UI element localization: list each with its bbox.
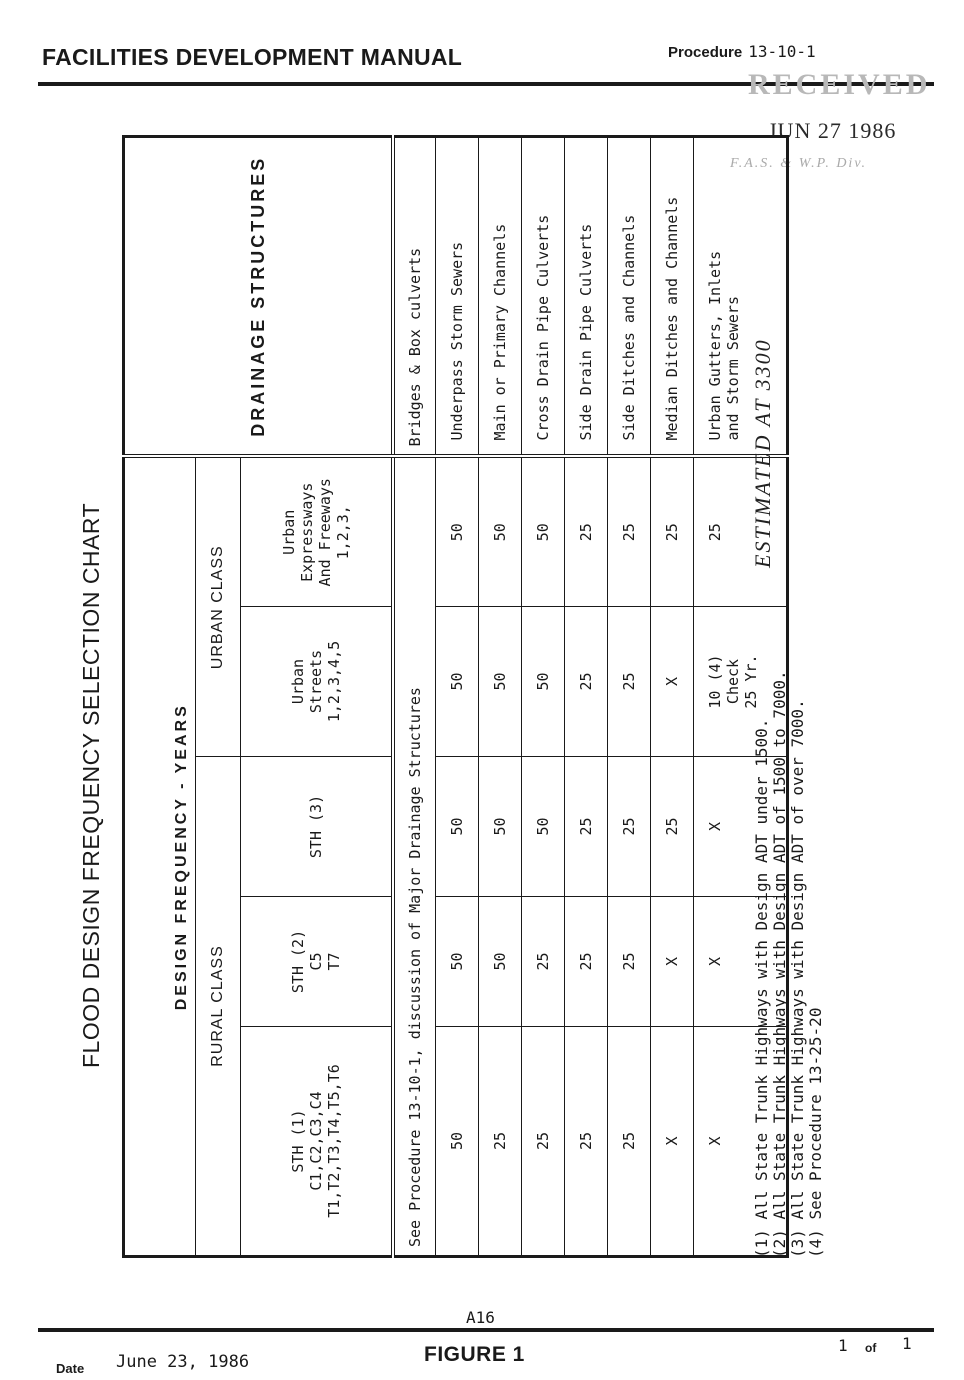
- table-cell: X: [694, 1027, 788, 1257]
- table-cell: 50: [522, 607, 565, 757]
- major-structures-note: See Procedure 13-10-1, discussion of Major Drainage Structures: [393, 457, 436, 1257]
- column-header-sth2: STH (2) C5 T7: [241, 897, 394, 1027]
- received-stamp: RECEIVED: [748, 68, 931, 101]
- rotated-chart-area: [60, 128, 940, 1268]
- table-row: [393, 137, 436, 1257]
- table-cell: 25: [565, 897, 608, 1027]
- table-cell: 25: [522, 897, 565, 1027]
- table-cell: X: [694, 897, 788, 1027]
- date-value: June 23, 1986: [116, 1352, 250, 1372]
- drainage-structures-heading: DRAINAGE STRUCTURES: [124, 137, 394, 457]
- received-stamp-bureau: F.A.S. & W.P. Div.: [730, 156, 867, 171]
- procedure-number: 13-10-1: [748, 42, 816, 61]
- urban-class-heading: URBAN CLASS: [196, 457, 241, 757]
- chart-page: [60, 128, 940, 1268]
- page-of-label: of: [865, 1341, 877, 1355]
- table-cell: 25: [608, 607, 651, 757]
- structure-name: Underpass Storm Sewers: [436, 137, 479, 457]
- figure-label: FIGURE 1: [424, 1343, 525, 1366]
- structure-name: Median Ditches and Channels: [651, 137, 694, 457]
- frequency-table: [122, 135, 789, 1258]
- table-row: [651, 137, 694, 1257]
- received-stamp-date: JUN 27 1986: [768, 118, 897, 143]
- footnote: (1) All State Trunk Highways with Design ADT under 1500.: [752, 718, 771, 1258]
- table-cell: 50: [479, 457, 522, 607]
- table-cell: 25: [651, 757, 694, 897]
- table-cell: 50: [479, 757, 522, 897]
- table-cell: X: [694, 757, 788, 897]
- table-cell: 25: [608, 757, 651, 897]
- page-total: 1: [902, 1334, 912, 1353]
- table-cell: 50: [436, 1027, 479, 1257]
- table-cell: 50: [522, 457, 565, 607]
- footnotes: [753, 670, 825, 1258]
- table-cell: 25: [479, 1027, 522, 1257]
- table-cell: X: [651, 897, 694, 1027]
- table-row: [608, 137, 651, 1257]
- column-header-urban-streets: Urban Streets 1,2,3,4,5: [241, 607, 394, 757]
- table-cell: 50: [522, 757, 565, 897]
- table-cell: 50: [479, 607, 522, 757]
- manual-title: FACILITIES DEVELOPMENT MANUAL: [42, 44, 463, 70]
- structure-name: Urban Gutters, Inlets and Storm Sewers: [694, 137, 788, 457]
- table-cell: 25: [651, 457, 694, 607]
- footnote: (3) All State Trunk Highways with Design ADT of over 7000.: [788, 699, 807, 1258]
- table-row: [565, 137, 608, 1257]
- table-cell: 25: [565, 757, 608, 897]
- table-cell: 50: [436, 757, 479, 897]
- table-cell: X: [651, 1027, 694, 1257]
- chart-title: FLOOD DESIGN FREQUENCY SELECTION CHART: [78, 502, 104, 1068]
- table-cell: 25: [565, 457, 608, 607]
- table-cell: 25: [608, 457, 651, 607]
- date-label: Date: [56, 1361, 85, 1376]
- design-frequency-heading: DESIGN FREQUENCY - YEARS: [124, 457, 196, 1257]
- rural-class-heading: RURAL CLASS: [196, 757, 241, 1257]
- table-cell: 50: [479, 897, 522, 1027]
- table-cell: 50: [436, 457, 479, 607]
- table-cell: 25: [522, 1027, 565, 1257]
- footer-rule: [38, 1328, 934, 1332]
- structure-name: Main or Primary Channels: [479, 137, 522, 457]
- column-header-urban-expressways: Urban Expressways And Freeways 1,2,3,: [241, 457, 394, 607]
- structure-name: Side Drain Pipe Culverts: [565, 137, 608, 457]
- table-cell: 25: [694, 457, 788, 607]
- table-row: [436, 137, 479, 1257]
- column-header-sth1: STH (1) C1,C2,C3,C4 T1,T2,T3,T4,T5,T6: [241, 1027, 394, 1257]
- structure-name: Cross Drain Pipe Culverts: [522, 137, 565, 457]
- table-cell: 50: [436, 897, 479, 1027]
- page-current: 1: [838, 1336, 848, 1355]
- table-cell: 25: [608, 1027, 651, 1257]
- footnote: (2) All State Trunk Highways with Design ADT of 1500 to 7000.: [770, 670, 789, 1258]
- handwritten-note: ESTIMATED AT 3300: [750, 338, 775, 568]
- procedure-label: [668, 42, 816, 61]
- page-code: A16: [466, 1308, 495, 1327]
- table-cell: 25: [608, 897, 651, 1027]
- table-row: [522, 137, 565, 1257]
- footnote: (4) See Procedure 13-25-20: [806, 1007, 825, 1258]
- structure-name: Side Ditches and Channels: [608, 137, 651, 457]
- table-cell: 25: [565, 1027, 608, 1257]
- table-cell: 10 (4) Check 25 Yr.: [694, 607, 788, 757]
- table-cell: X: [651, 607, 694, 757]
- table-cell: 25: [565, 607, 608, 757]
- procedure-label-text: Procedure: [668, 44, 743, 61]
- table-cell: 50: [436, 607, 479, 757]
- column-header-sth3: STH (3): [241, 757, 394, 897]
- structure-name: Bridges & Box culverts: [393, 137, 436, 457]
- table-row: [479, 137, 522, 1257]
